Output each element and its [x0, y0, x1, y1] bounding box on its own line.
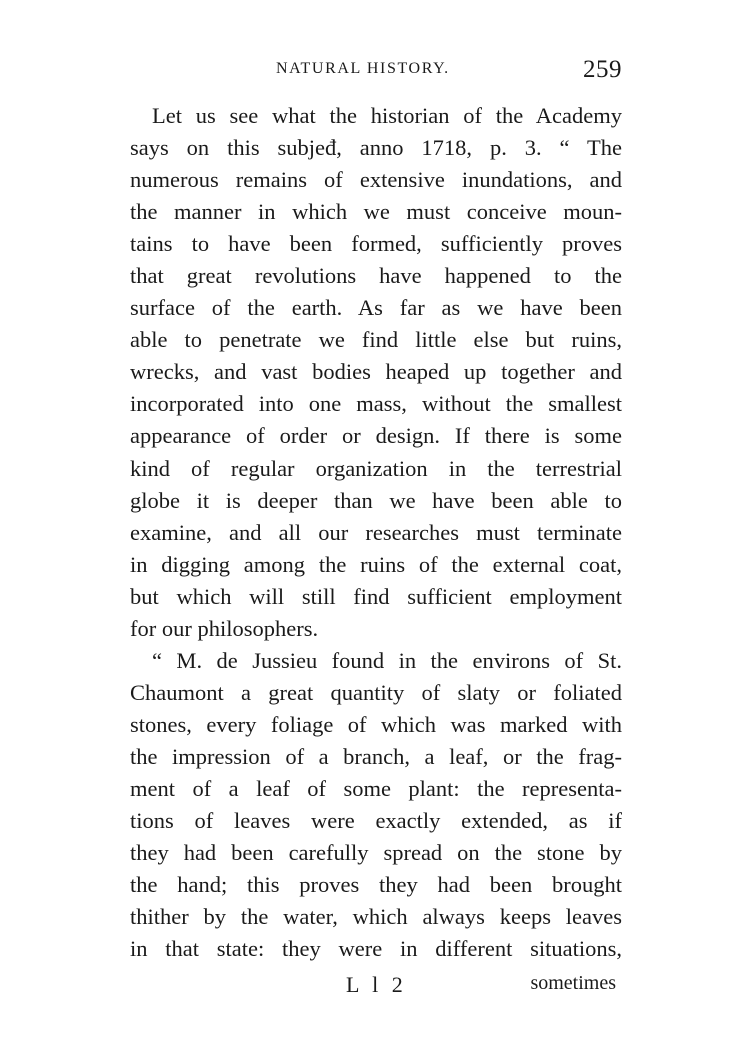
signature-mark: L l 2 [346, 972, 407, 997]
body-text [130, 100, 622, 965]
page-footer [130, 972, 622, 1004]
paragraph-1 [130, 100, 622, 645]
text-line: globe it is deeper than we have been able to [130, 487, 622, 513]
text-line: stones, every foliage of which was marked with [130, 711, 622, 737]
text-line: ment of a leaf of some plant: the representa- [130, 775, 622, 801]
text-line: incorporated into one mass, without the smallest [130, 391, 622, 417]
text-line: appearance of order or design. If there is some [130, 423, 622, 449]
text-line: “ M. de Jussieu found in the environs of St. [152, 647, 622, 673]
paragraph-2 [130, 645, 622, 965]
page-number: 259 [583, 56, 622, 83]
text-line: numerous remains of extensive inundations, and [130, 167, 622, 193]
text-line: able to penetrate we find little else but ruins, [130, 327, 622, 353]
text-line: wrecks, and vast bodies heaped up together and [130, 359, 622, 385]
text-line: they had been carefully spread on the stone by [130, 840, 622, 866]
catchword: sometimes [530, 972, 616, 994]
text-line: the hand; this proves they had been brought [130, 872, 622, 898]
text-line: the impression of a branch, a leaf, or the frag- [130, 743, 622, 769]
text-line: the manner in which we must conceive moun- [130, 199, 622, 225]
text-line: surface of the earth. As far as we have been [130, 295, 622, 321]
text-line: in digging among the ruins of the external coat, [130, 551, 622, 577]
text-line: examine, and all our researches must terminate [130, 519, 622, 545]
text-line: for our philosophers. [130, 615, 319, 641]
text-line: that great revolutions have happened to the [130, 263, 622, 289]
text-line: tains to have been formed, sufficiently proves [130, 231, 622, 257]
text-line: tions of leaves were exactly extended, as if [130, 808, 622, 834]
running-title: NATURAL HISTORY. [276, 60, 450, 77]
text-line: Chaumont a great quantity of slaty or foliated [130, 679, 622, 705]
text-line: says on this subjeđ, anno 1718, p. 3. “ The [130, 135, 622, 161]
text-line: Let us see what the historian of the Academy [152, 103, 622, 128]
text-line: but which will still find sufficient employment [130, 583, 622, 609]
text-line: kind of regular organization in the terrestrial [130, 455, 622, 481]
text-line: in that state: they were in different situations, [130, 936, 622, 962]
text-line: thither by the water, which always keeps leaves [130, 904, 622, 930]
running-head [130, 56, 622, 90]
